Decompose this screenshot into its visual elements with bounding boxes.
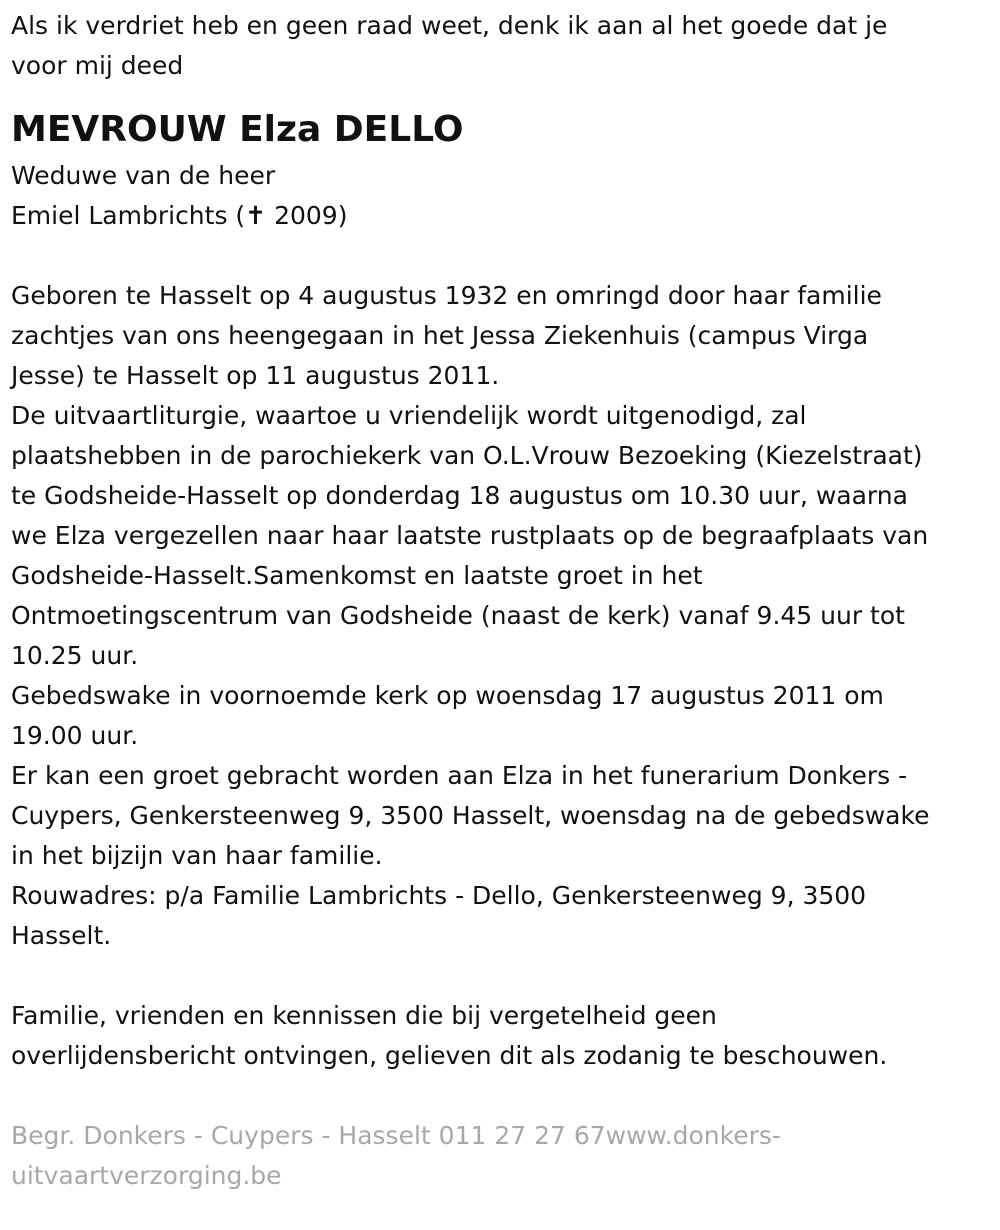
announcement-line: Godsheide-Hasselt.Samenkomst en laatste groet in het [11,561,703,590]
announcement-line: plaatshebben in de parochiekerk van O.L.Vrouw Bezoeking (Kiezelstraat) [11,441,923,470]
closing-note [11,996,991,1076]
widow-of-line: Emiel Lambrichts (✝ 2009) [11,201,348,230]
announcement-line: 19.00 uur. [11,721,139,750]
closing-note-line: Familie, vrienden en kennissen die bij vergetelheid geen [11,1001,717,1030]
announcement-line: Er kan een groet gebracht worden aan Elza in het funerarium Donkers - [11,761,908,790]
deceased-name: MEVROUW Elza DELLO [11,109,464,150]
widow-of-line: Weduwe van de heer [11,161,276,190]
announcement-line: Cuypers, Genkersteenweg 9, 3500 Hasselt, woensdag na de gebedswake [11,801,930,830]
announcement-line: in het bijzijn van haar familie. [11,841,383,870]
announcement-line: 10.25 uur. [11,641,139,670]
announcement-line: Gebedswake in voornoemde kerk op woensdag 17 augustus 2011 om [11,681,884,710]
announcement-line: zachtjes van ons heengegaan in het Jessa Ziekenhuis (campus Virga [11,321,869,350]
opening-quote-line: voor mij deed [11,51,184,80]
paragraph-gap [11,236,991,276]
announcement-line: Geboren te Hasselt op 4 augustus 1932 en omringd door haar familie [11,281,882,310]
announcement-line: te Godsheide-Hasselt op donderdag 18 augustus om 10.30 uur, waarna [11,481,908,510]
announcement-line: Jesse) te Hasselt op 11 augustus 2011. [11,361,500,390]
opening-quote-line: Als ik verdriet heb en geen raad weet, denk ik aan al het goede dat je [11,11,888,40]
announcement-line: Hasselt. [11,921,112,950]
funeral-director-line: uitvaartverzorging.be [11,1161,282,1190]
announcement-line: Ontmoetingscentrum van Godsheide (naast de kerk) vanaf 9.45 uur tot [11,601,905,630]
paragraph-gap [11,956,991,996]
announcement-line: Rouwadres: p/a Familie Lambrichts - Dello, Genkersteenweg 9, 3500 [11,881,867,910]
announcement-text [11,276,991,956]
announcement-line: we Elza vergezellen naar haar laatste rustplaats op de begraafplaats van [11,521,929,550]
funeral-director-line: Begr. Donkers - Cuypers - Hasselt 011 27 27 67www.donkers- [11,1121,781,1150]
obituary-notice [11,6,991,1196]
opening-quote [11,6,991,86]
announcement-line: De uitvaartliturgie, waartoe u vriendelijk wordt uitgenodigd, zal [11,401,807,430]
widow-of [11,156,991,236]
closing-note-line: overlijdensbericht ontvingen, gelieven dit als zodanig te beschouwen. [11,1041,888,1070]
funeral-director-footer [11,1116,991,1196]
